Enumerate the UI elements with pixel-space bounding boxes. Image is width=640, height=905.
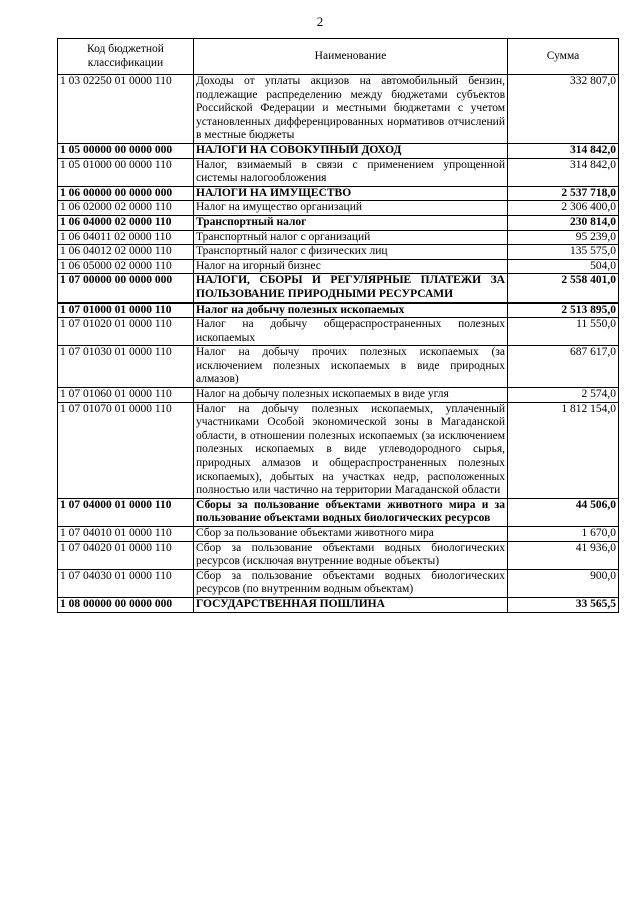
page-number: 2 [316,14,324,29]
item-sum: 41 936,0 [508,541,619,569]
item-sum: 95 239,0 [508,230,619,245]
item-sum: 2 537 718,0 [508,186,619,201]
budget-code: 1 07 01020 01 0000 110 [58,318,194,346]
item-sum: 11 550,0 [508,318,619,346]
table-row [58,245,619,260]
budget-code: 1 07 04030 01 0000 110 [58,569,194,597]
item-name: Сбор за пользование объектами водных биологических ресурсов (исключая внутренние водные объекты) [194,541,508,569]
item-sum: 230 814,0 [508,215,619,230]
budget-code: 1 06 04012 02 0000 110 [58,245,194,260]
item-name: Налог на добычу полезных ископаемых в виде угля [194,388,508,403]
item-name: Налог на добычу полезных ископаемых, уплаченный участниками Особой экономической зоны в Магаданской области, в отношении полезных ископаемых (за исключением полезных ископаемых в виде углеводородного сырья, природных алмазов и общераспространенных полезных ископаемых), добытых на участках недр, расположенных полностью или частично на территории Магаданской области [194,402,508,498]
table-row [58,527,619,542]
table-header-row [58,39,619,75]
table-row-section [58,186,619,201]
table-row [58,388,619,403]
item-name: НАЛОГИ НА СОВОКУПНЫЙ ДОХОД [194,143,508,158]
item-sum: 44 506,0 [508,498,619,526]
budget-code: 1 06 05000 02 0000 110 [58,259,194,274]
budget-code: 1 07 04010 01 0000 110 [58,527,194,542]
budget-revenue-table [57,38,619,613]
table-row-section [58,143,619,158]
item-sum: 900,0 [508,569,619,597]
table-row [58,201,619,216]
item-sum: 135 575,0 [508,245,619,260]
item-sum: 33 565,5 [508,597,619,612]
header-sum: Сумма [508,39,619,75]
table-row [58,541,619,569]
item-name: Доходы от уплаты акцизов на автомобильный бензин, подлежащие распределению между бюджетами субъектов Российской Федерации и местными бюджетами с учетом установленных дифференцированных нормативов отчислений в местные бюджеты [194,75,508,144]
table-row [58,259,619,274]
budget-code: 1 06 04011 02 0000 110 [58,230,194,245]
table-row-subsection [58,498,619,526]
table-row [58,569,619,597]
item-name: Сбор за пользование объектами животного мира [194,527,508,542]
item-name: Налог на добычу общераспространенных полезных ископаемых [194,318,508,346]
item-name: Транспортный налог с физических лиц [194,245,508,260]
table-row [58,318,619,346]
budget-code: 1 07 04000 01 0000 110 [58,498,194,526]
table-row-section [58,597,619,612]
item-name: НАЛОГИ НА ИМУЩЕСТВО [194,186,508,201]
table-row-section [58,274,619,303]
item-sum: 1 812 154,0 [508,402,619,498]
item-name: Налог на добычу полезных ископаемых [194,303,508,318]
budget-code: 1 07 01060 01 0000 110 [58,388,194,403]
item-sum: 332 807,0 [508,75,619,144]
item-sum: 314 842,0 [508,158,619,186]
table-row [58,158,619,186]
budget-code: 1 07 01070 01 0000 110 [58,402,194,498]
item-name: НАЛОГИ, СБОРЫ И РЕГУЛЯРНЫЕ ПЛАТЕЖИ ЗА ПОЛЬЗОВАНИЕ ПРИРОДНЫМИ РЕСУРСАМИ [194,274,508,303]
header-code: Код бюджетной классификации [58,39,194,75]
item-sum: 314 842,0 [508,143,619,158]
item-sum: 2 574,0 [508,388,619,403]
budget-code: 1 07 01030 01 0000 110 [58,346,194,388]
item-name: Налог, взимаемый в связи с применением упрощенной системы налогообложения [194,158,508,186]
table-row [58,402,619,498]
item-name: Налог на добычу прочих полезных ископаемых (за исключением полезных ископаемых в виде природных алмазов) [194,346,508,388]
item-name: ГОСУДАРСТВЕННАЯ ПОШЛИНА [194,597,508,612]
budget-code: 1 05 00000 00 0000 000 [58,143,194,158]
budget-code: 1 03 02250 01 0000 110 [58,75,194,144]
budget-code: 1 07 01000 01 0000 110 [58,303,194,318]
item-sum: 504,0 [508,259,619,274]
budget-code: 1 07 00000 00 0000 000 [58,274,194,303]
table-row [58,346,619,388]
item-sum: 687 617,0 [508,346,619,388]
budget-code: 1 07 04020 01 0000 110 [58,541,194,569]
budget-code: 1 06 00000 00 0000 000 [58,186,194,201]
item-name: Сбор за пользование объектами водных биологических ресурсов (по внутренним водным объектам) [194,569,508,597]
item-name: Сборы за пользование объектами животного мира и за пользование объектами водных биологических ресурсов [194,498,508,526]
table-row-subsection [58,215,619,230]
table-row [58,230,619,245]
item-sum: 2 513 895,0 [508,303,619,318]
item-name: Транспортный налог [194,215,508,230]
header-name: Наименование [194,39,508,75]
table-row-subsection [58,303,619,318]
budget-code: 1 08 00000 00 0000 000 [58,597,194,612]
item-name: Транспортный налог с организаций [194,230,508,245]
item-sum: 2 306 400,0 [508,201,619,216]
item-name: Налог на игорный бизнес [194,259,508,274]
item-name: Налог на имущество организаций [194,201,508,216]
item-sum: 1 670,0 [508,527,619,542]
budget-code: 1 06 02000 02 0000 110 [58,201,194,216]
table-row [58,75,619,144]
budget-code: 1 05 01000 00 0000 110 [58,158,194,186]
budget-code: 1 06 04000 02 0000 110 [58,215,194,230]
item-sum: 2 558 401,0 [508,274,619,303]
